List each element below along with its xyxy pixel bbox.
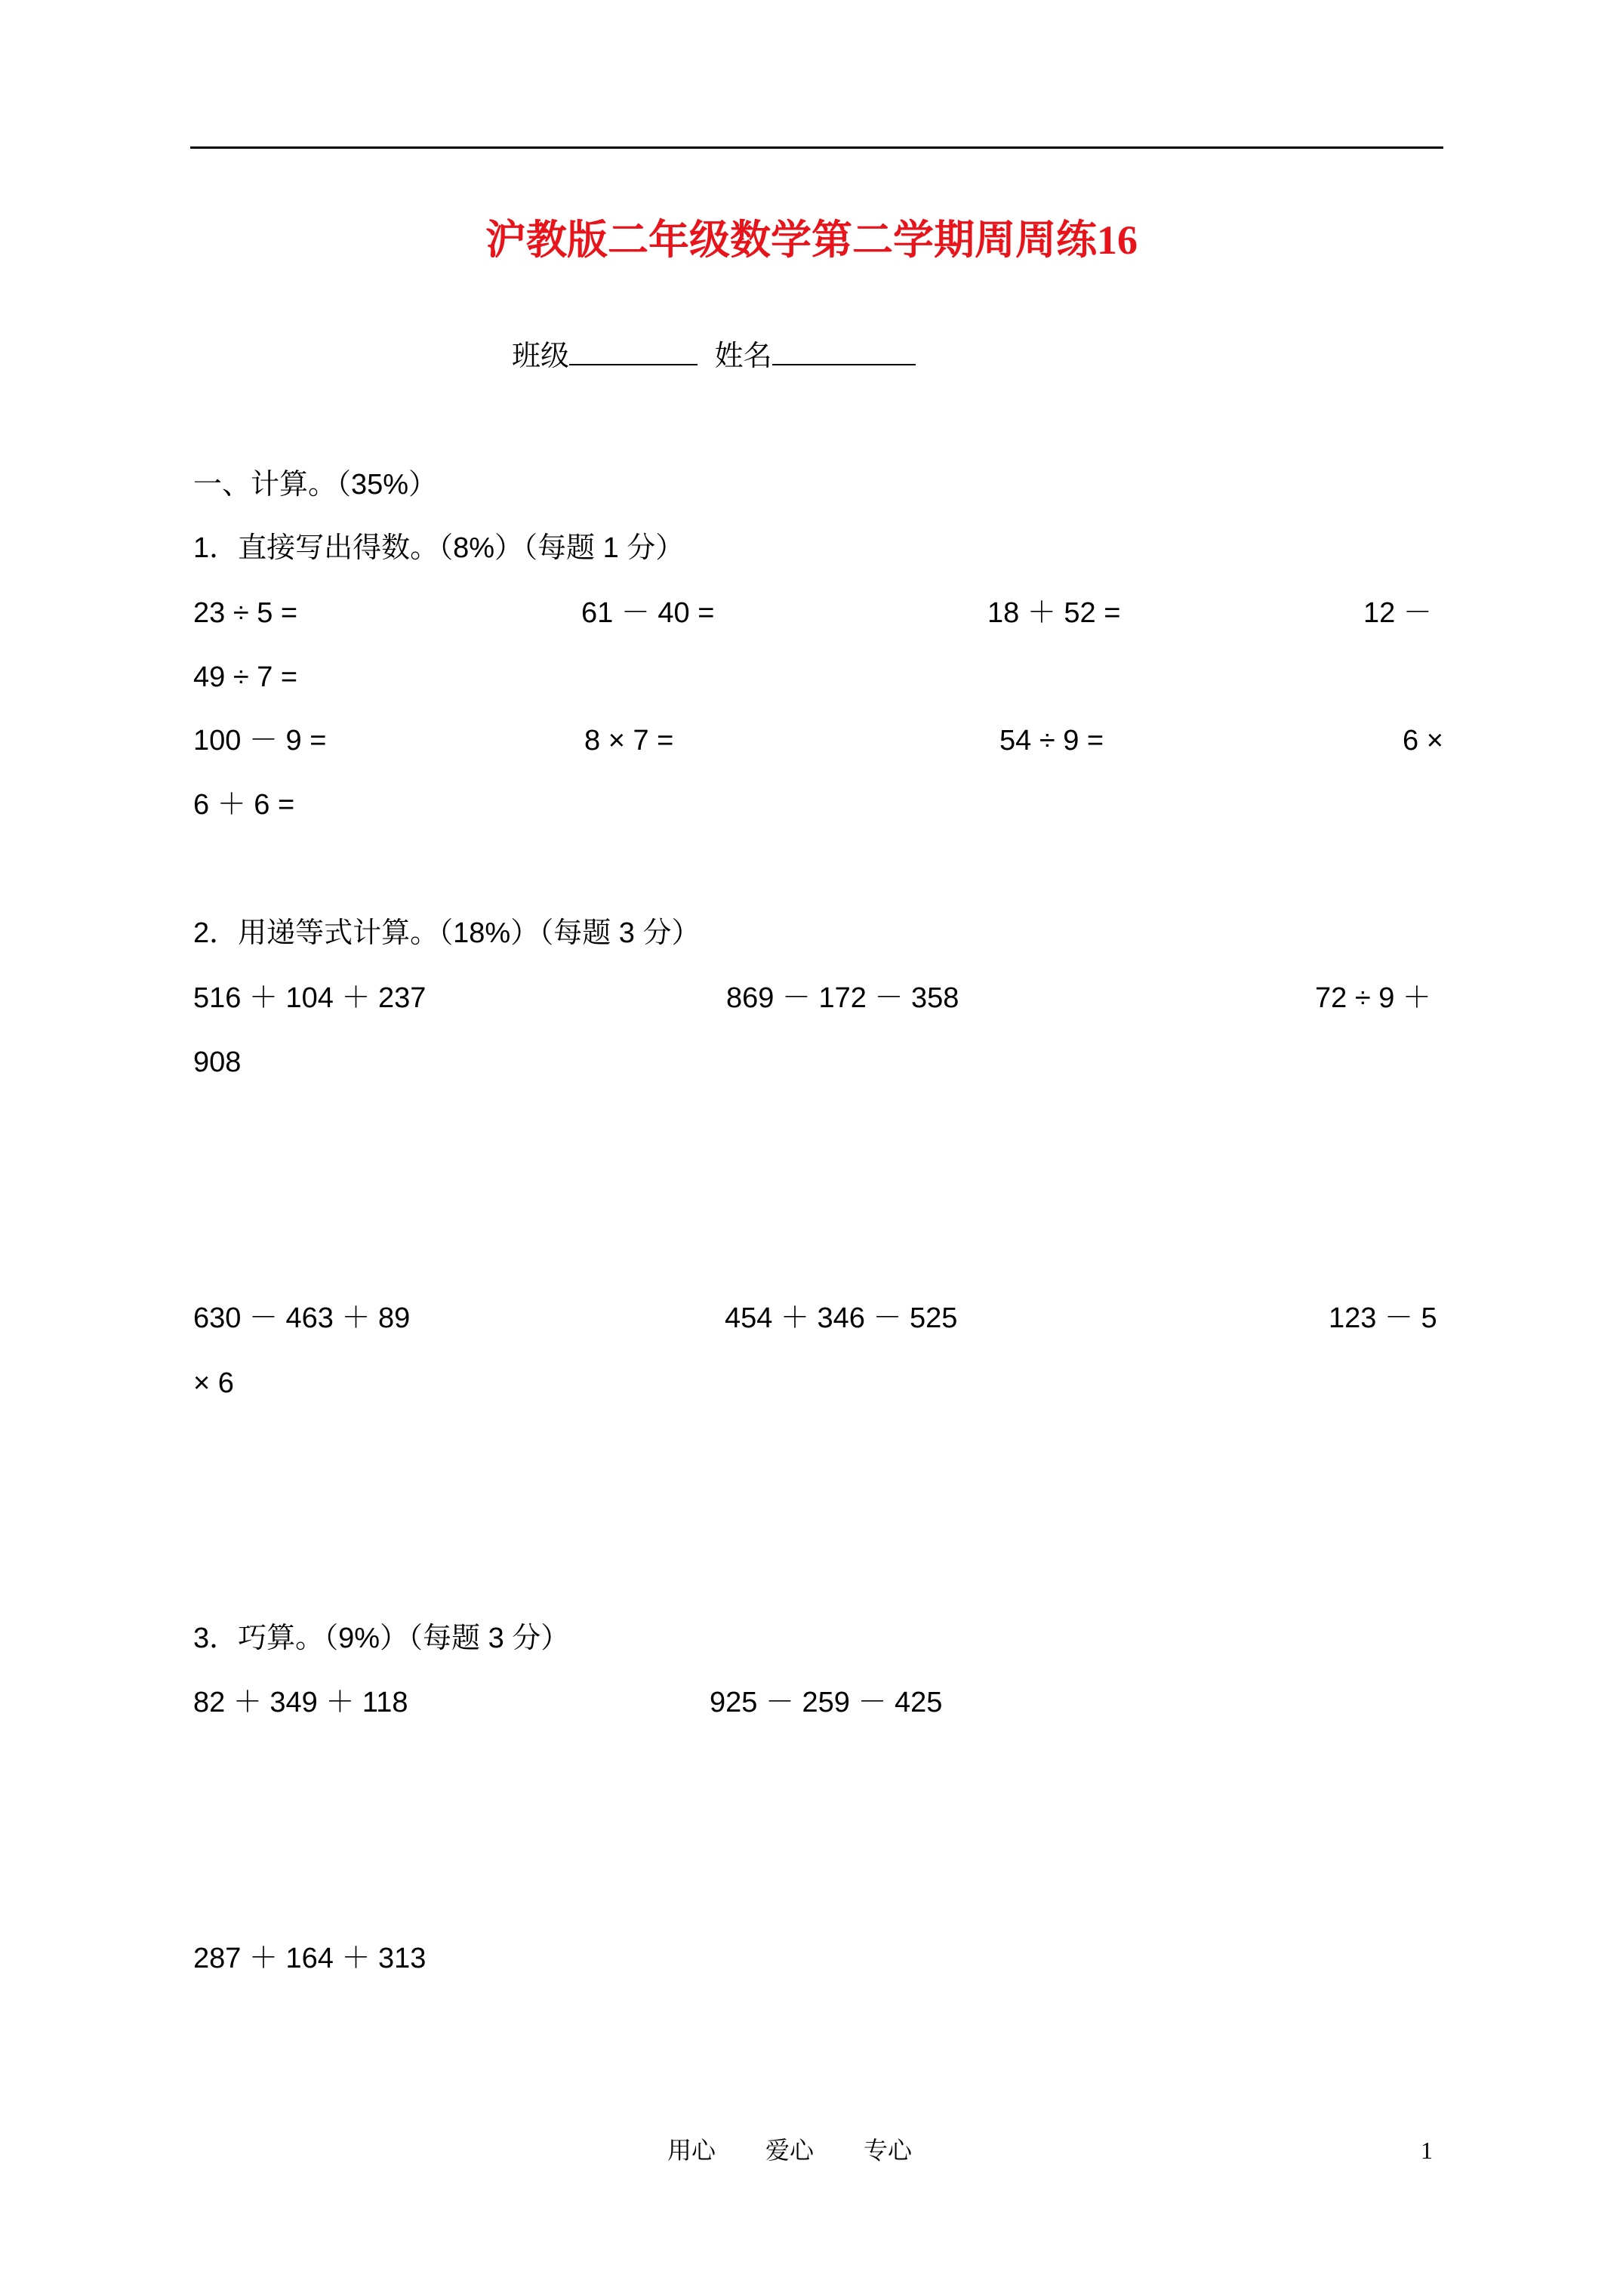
student-info <box>512 337 916 376</box>
problem: 454 ＋ 346 － 525 <box>725 1302 958 1334</box>
question-heading: 2．用递等式计算。（18%）（每题 3 分） <box>193 917 701 949</box>
problem-continuation: 49 ÷ 7 = <box>193 661 298 693</box>
problem: 6 × <box>1403 725 1443 757</box>
problem-continuation: 6 ＋ 6 = <box>193 789 295 821</box>
question-heading: 1．直接写出得数。（8%）（每题 1 分） <box>193 532 685 564</box>
name-label: 姓名 <box>714 341 772 372</box>
problem: 516 ＋ 104 ＋ 237 <box>193 982 427 1014</box>
problem: 72 ÷ 9 ＋ <box>1315 982 1431 1014</box>
question-heading: 3．巧算。（9%）（每题 3 分） <box>193 1623 570 1654</box>
problem-continuation: × 6 <box>193 1367 234 1399</box>
problem: 925 － 259 － 425 <box>710 1687 943 1718</box>
problem: 287 ＋ 164 ＋ 313 <box>193 1943 427 1974</box>
problem: 8 × 7 = <box>584 725 674 757</box>
class-blank[interactable] <box>569 337 698 365</box>
class-label: 班级 <box>512 341 570 372</box>
problem: 630 － 463 ＋ 89 <box>193 1302 411 1334</box>
name-blank[interactable] <box>772 337 916 365</box>
problem: 12 － <box>1363 597 1432 629</box>
problem: 54 ÷ 9 = <box>999 725 1104 757</box>
problem: 123 － 5 <box>1329 1302 1437 1334</box>
footer-word: 爱心 <box>765 2137 815 2164</box>
page-number: 1 <box>1421 2137 1433 2164</box>
footer-word: 专心 <box>864 2137 913 2164</box>
footer-word: 用心 <box>667 2137 716 2164</box>
section-heading: 一、计算。（35%） <box>193 469 438 501</box>
footer-slogan <box>667 2134 912 2167</box>
problem-continuation: 908 <box>193 1046 242 1078</box>
page-title: 沪教版二年级数学第二学期周周练16 <box>485 217 1138 263</box>
problem: 869 － 172 － 358 <box>726 982 959 1014</box>
header-rule <box>190 146 1443 149</box>
problem: 100 － 9 = <box>193 725 327 757</box>
problem: 23 ÷ 5 = <box>193 597 298 629</box>
problem: 61 － 40 = <box>581 597 715 629</box>
problem: 18 ＋ 52 = <box>987 597 1121 629</box>
problem: 82 ＋ 349 ＋ 118 <box>193 1687 408 1718</box>
